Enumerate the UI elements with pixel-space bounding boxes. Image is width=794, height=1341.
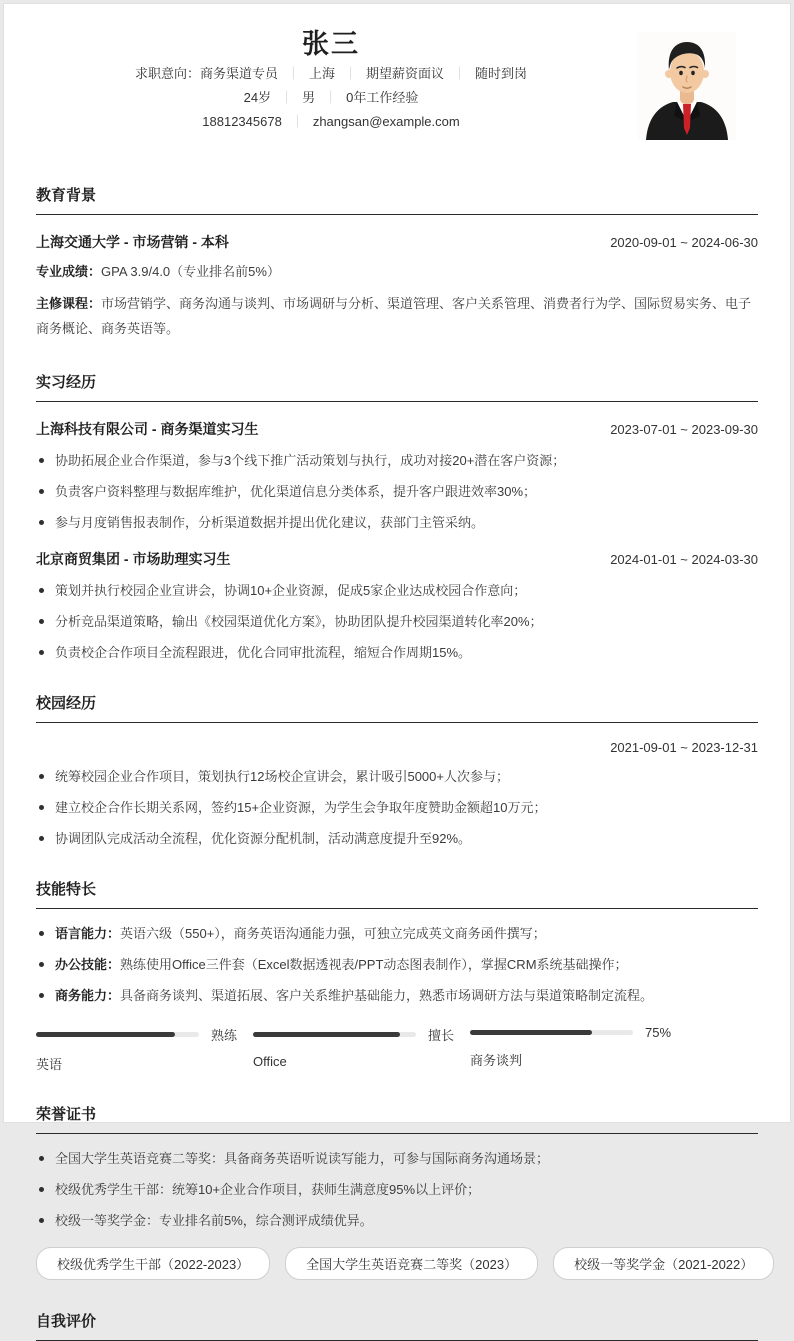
- skill-text: 熟练使用Office三件套（Excel数据透视表/PPT动态图表制作），掌握CRM系统基础操作；: [120, 957, 628, 972]
- info-age: 24岁: [243, 90, 272, 105]
- internship-bullet-list: [36, 582, 758, 662]
- section-internship: [36, 374, 758, 662]
- courses-label: 主修课程：: [36, 296, 102, 311]
- skill-bar-row: [36, 1025, 253, 1044]
- skill-bar-track: [470, 1030, 633, 1035]
- honor-tag: 校级优秀学生干部（2022-2023）: [36, 1247, 270, 1280]
- skill-bars: [36, 1025, 758, 1073]
- bullet-item: 全国大学生英语竞赛二等奖：具备商务英语听说读写能力，可参与国际商务沟通场景；: [36, 1150, 758, 1168]
- bullet-item: 策划并执行校园企业宣讲会，协调10+企业资源，促成5家企业达成校园合作意向；: [36, 582, 758, 600]
- honor-tags: [36, 1247, 758, 1280]
- separator: ｜: [344, 66, 358, 81]
- candidate-name: 张三: [302, 29, 360, 59]
- separator: ｜: [453, 66, 467, 81]
- bullet-item: 协助拓展企业合作渠道，参与3个线下推广活动策划与执行，成功对接20+潜在客户资源；: [36, 452, 758, 470]
- email-address: zhangsan@example.com: [312, 114, 460, 129]
- resume-header: [36, 26, 758, 154]
- intent-position: 商务渠道专员: [199, 66, 278, 81]
- bullet-item: [36, 925, 758, 943]
- company-position: 上海科技有限公司 - 商务渠道实习生: [36, 421, 259, 437]
- section-title-honors: 荣誉证书: [36, 1106, 758, 1134]
- skill-name: Office: [253, 1054, 287, 1069]
- separator: ｜: [290, 114, 304, 129]
- gpa-value: GPA 3.9/4.0（专业排名前5%）: [101, 264, 280, 279]
- job-intent-line: [36, 62, 626, 86]
- intent-salary: 期望薪资面议: [366, 66, 445, 81]
- bullet-item: [36, 956, 758, 974]
- skill-level-label: 75%: [645, 1025, 672, 1040]
- internship-entry-header: [36, 549, 758, 569]
- skill-text: 英语六级（550+），商务英语沟通能力强，可独立完成英文商务函件撰写；: [120, 926, 546, 941]
- skill-label: 商务能力：: [55, 988, 121, 1003]
- info-experience: 0年工作经验: [346, 90, 419, 105]
- campus-date-range: 2021-09-01 ~ 2023-12-31: [610, 740, 758, 755]
- internship-entry: [36, 549, 758, 662]
- education-date-range: 2020-09-01 ~ 2024-06-30: [610, 235, 758, 250]
- bullet-item: 负责客户资料整理与数据库维护，优化渠道信息分类体系，提升客户跟进效率30%；: [36, 483, 758, 501]
- internship-date-range: 2024-01-01 ~ 2024-03-30: [610, 552, 758, 567]
- bullet-item: 校级优秀学生干部：统筹10+企业合作项目，获师生满意度95%以上评价；: [36, 1181, 758, 1199]
- bullet-item: 参与月度销售报表制作，分析渠道数据并提出优化建议，获部门主管采纳。: [36, 514, 758, 532]
- section-skills: [36, 881, 758, 1073]
- skill-text: 具备商务谈判、渠道拓展、客户关系维护基础能力，熟悉市场调研方法与渠道策略制定流程。: [120, 988, 654, 1003]
- skill-bar-fill: [470, 1030, 592, 1035]
- bullet-item: 建立校企合作长期关系网，签约15+企业资源，为学生会争取年度赞助金额超10万元；: [36, 799, 758, 817]
- bullet-item: 统筹校园企业合作项目，策划执行12场校企宣讲会，累计吸引5000+人次参与；: [36, 768, 758, 786]
- section-title-self-eval: 自我评价: [36, 1313, 758, 1341]
- skill-bar-track: [36, 1032, 199, 1037]
- campus-bullet-list: [36, 768, 758, 848]
- skill-bar-track: [253, 1032, 416, 1037]
- section-campus: [36, 695, 758, 848]
- basic-info-line: [36, 86, 626, 110]
- separator: ｜: [324, 90, 338, 105]
- skill-level-label: 熟练: [211, 1028, 238, 1043]
- bullet-item: 分析竞品渠道策略，输出《校园渠道优化方案》，协助团队提升校园渠道转化率20%；: [36, 613, 758, 631]
- resume-page: [3, 3, 791, 1330]
- education-entry-header: [36, 232, 758, 252]
- gpa-label: 专业成绩：: [36, 264, 102, 279]
- section-honors: [36, 1106, 758, 1280]
- internship-entry-header: [36, 419, 758, 439]
- bullet-item: 负责校企合作项目全流程跟进，优化合同审批流程，缩短合作周期15%。: [36, 644, 758, 662]
- skill-label: 语言能力：: [55, 926, 121, 941]
- intent-city: 上海: [308, 66, 335, 81]
- skill-bar-row: [253, 1025, 470, 1044]
- bullet-item: 校级一等奖学金：专业排名前5%，综合测评成绩优异。: [36, 1212, 758, 1230]
- courses-line: [36, 291, 758, 341]
- company-position: 北京商贸集团 - 市场助理实习生: [36, 551, 231, 567]
- section-title-campus: 校园经历: [36, 695, 758, 723]
- gpa-line: [36, 259, 758, 284]
- skill-name: 商务谈判: [470, 1053, 523, 1068]
- separator: ｜: [286, 66, 300, 81]
- skill-bar-fill: [36, 1032, 175, 1037]
- phone-number: 18812345678: [202, 114, 282, 129]
- section-title-education: 教育背景: [36, 187, 758, 215]
- skill-label: 办公技能：: [55, 957, 121, 972]
- skills-bullet-list: [36, 925, 758, 1005]
- honor-tag: 校级一等奖学金（2021-2022）: [553, 1247, 774, 1280]
- bullet-item: [36, 987, 758, 1005]
- separator: ｜: [280, 90, 294, 105]
- contact-line: [36, 110, 626, 134]
- profile-photo: [638, 32, 736, 140]
- internship-bullet-list: [36, 452, 758, 532]
- skill-name: 英语: [36, 1057, 63, 1072]
- courses-value: 市场营销学、商务沟通与谈判、市场调研与分析、渠道管理、客户关系管理、消费者行为学、国际贸易实务、电子商务概论、商务英语等。: [36, 296, 752, 336]
- bullet-item: 协调团队完成活动全流程，优化资源分配机制，活动满意度提升至92%。: [36, 830, 758, 848]
- intent-availability: 随时到岗: [475, 66, 528, 81]
- section-education: [36, 187, 758, 341]
- honors-bullet-list: [36, 1150, 758, 1230]
- internship-entry: [36, 419, 758, 532]
- info-gender: 男: [302, 90, 316, 105]
- campus-entry-header: [36, 740, 758, 755]
- skill-level-label: 擅长: [428, 1028, 455, 1043]
- skill-bar-row: [470, 1025, 687, 1040]
- school-degree: 上海交通大学 - 市场营销 - 本科: [36, 234, 229, 250]
- avatar-illustration: [638, 32, 736, 140]
- skill-bar-english: [36, 1025, 253, 1073]
- job-intent-label: 求职意向：: [134, 66, 200, 81]
- section-title-skills: 技能特长: [36, 881, 758, 909]
- skill-bar-negotiation: [470, 1025, 687, 1073]
- skill-bar-fill: [253, 1032, 400, 1037]
- honor-tag: 全国大学生英语竞赛二等奖（2023）: [285, 1247, 538, 1280]
- section-title-internship: 实习经历: [36, 374, 758, 402]
- internship-date-range: 2023-07-01 ~ 2023-09-30: [610, 422, 758, 437]
- section-self-eval: [36, 1313, 758, 1341]
- skill-bar-office: [253, 1025, 470, 1073]
